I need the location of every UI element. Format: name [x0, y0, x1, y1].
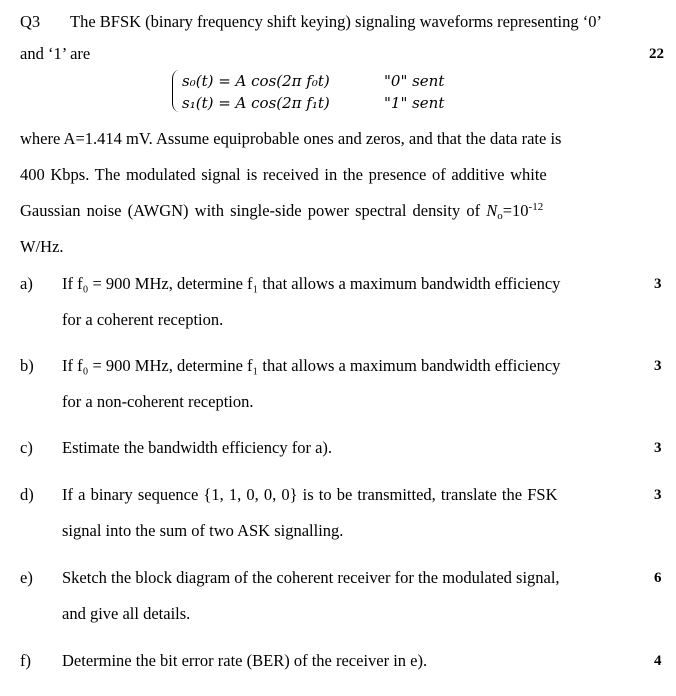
body-line-4: W/Hz. — [20, 237, 64, 256]
part-d-line-1: If a binary sequence {1, 1, 0, 0, 0} is to be transmitted, translate the FSK — [62, 485, 558, 504]
body-line-1: where A=1.414 mV. Assume equiprobable ones and zeros, and that the data rate is — [20, 129, 562, 148]
body-line-2: 400 Kbps. The modulated signal is received in the presence of additive white — [20, 165, 547, 184]
part-a-line-1: If f₀ = 900 MHz, determine f₁ that allows a maximum bandwidth efficiency — [62, 274, 561, 293]
part-e-line-2: and give all details. — [62, 604, 191, 623]
part-e-marks: 6 — [654, 570, 662, 586]
part-a-label: a) — [20, 274, 33, 293]
part-a-marks: 3 — [654, 276, 662, 292]
part-e-line-1: Sketch the block diagram of the coherent receiver for the modulated signal, — [62, 568, 560, 587]
part-b-marks: 3 — [654, 358, 662, 374]
body-line-3 — [20, 201, 543, 221]
question-number: Q3 — [20, 12, 41, 31]
part-c-label: c) — [20, 438, 33, 457]
equation-s1: s₁(t) = A cos(2π f₁t) — [182, 94, 330, 112]
part-e-label: e) — [20, 568, 33, 587]
equation-brace — [172, 70, 179, 112]
total-marks: 22 — [649, 46, 664, 62]
equation-s0: s₀(t) = A cos(2π f₀t) — [182, 72, 330, 90]
noise-symbol: N — [486, 201, 498, 220]
part-d-line-2: signal into the sum of two ASK signalling. — [62, 521, 344, 540]
intro-line-1: The BFSK (binary frequency shift keying) signaling waveforms representing ‘0’ — [70, 12, 602, 31]
part-c-marks: 3 — [654, 440, 662, 456]
equation-s1-note: "1" sent — [384, 94, 445, 112]
part-b-label: b) — [20, 356, 34, 375]
part-a-line-2: for a coherent reception. — [62, 310, 224, 329]
part-f-line-1: Determine the bit error rate (BER) of the receiver in e). — [62, 651, 428, 670]
noise-subscript: o — [497, 210, 503, 222]
noise-exponent: -12 — [528, 201, 544, 213]
part-c-line-1: Estimate the bandwidth efficiency for a). — [62, 438, 333, 457]
part-f-label: f) — [20, 651, 31, 670]
part-d-label: d) — [20, 485, 34, 504]
part-d-marks: 3 — [654, 487, 662, 503]
equation-s0-note: "0" sent — [384, 72, 445, 90]
noise-equals: =10 — [502, 201, 529, 220]
intro-line-2: and ‘1’ are — [20, 44, 91, 63]
part-b-line-1: If f₀ = 900 MHz, determine f₁ that allows a maximum bandwidth efficiency — [62, 356, 561, 375]
body-line-3-text: Gaussian noise (AWGN) with single-side power spectral density of — [20, 201, 487, 220]
part-f-marks: 4 — [654, 653, 662, 669]
part-b-line-2: for a non-coherent reception. — [62, 392, 254, 411]
